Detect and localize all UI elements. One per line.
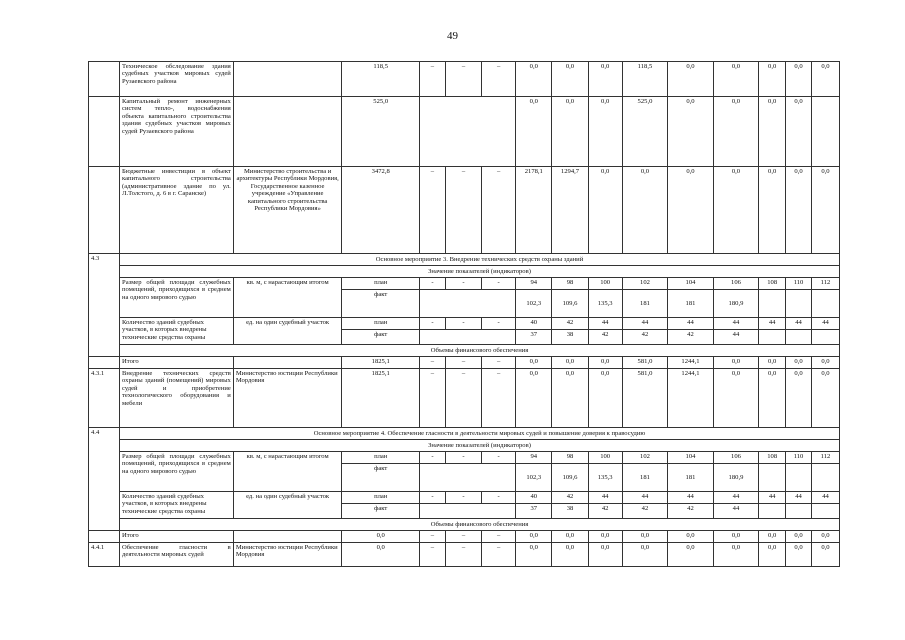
indicator-unit: кв. м, с нарастающим итогом xyxy=(233,452,342,492)
indicator-plan-row: Количество зданий судебных участков, в которых внедрены технические средства охраны ед. на один судебный участок план - - - 40 42 44 44 44 44 44 44 44 xyxy=(89,492,840,504)
section-number: 4.4 xyxy=(89,428,120,531)
total-row: Итого 0,0 – – – 0,0 0,0 0,0 0,0 0,0 0,0 0,0 0,0 0,0 xyxy=(89,531,840,543)
indicator-unit: ед. на один судебный участок xyxy=(233,318,342,345)
indicator-name: Размер общей площади служебных помещений, приходящихся в среднем на одного мирового судью xyxy=(120,452,234,492)
indicator-name: Размер общей площади служебных помещений, приходящихся в среднем на одного мирового судью xyxy=(120,278,234,318)
executor: Министерство строительства и архитектуры Республики Мордовия, Государственное казенное учреждение «Управление капитального строительства Республики Мордовия» xyxy=(233,167,342,254)
section-title: Основное мероприятие 4. Обеспечение гласности в деятельности мировых судей и повышение доверия к правосудию xyxy=(120,428,840,440)
section-number: 4.3.1 xyxy=(89,369,120,428)
table-row: 4.4.1 Обеспечение гласности в деятельности мировых судей Министерство юстиции Республики Мордовия 0,0 – – – 0,0 0,0 0,0 0,0 0,0 0,0 0,0 0,0 0,0 xyxy=(89,543,840,567)
indicator-unit: кв. м, с нарастающим итогом xyxy=(233,278,342,318)
measure-name: Капитальный ремонт инженерных систем тепло-, водоснабжения объекта капитального строительства здания судебных участков мировых судей Рузаевского района xyxy=(120,97,234,167)
indicator-fact-row: факт 37 38 42 42 42 44 xyxy=(89,504,840,519)
indicator-unit: ед. на один судебный участок xyxy=(233,492,342,519)
measure-name: Техническое обследование здания судебных участков мировых судей Рузаевского района xyxy=(120,62,234,97)
table-row: Бюджетные инвестиции в объект капитального строительства (административное здание по ул. Л.Толстого, д. 6 в г. Саранске) Министерство строительства и архитектуры Республики Мордовия, Государственное казенное учреждение «Управление капитального строительства Республики Мордовия» 3472,8 – – – 2178,1 1294,7 0,0 0,0 0,0 0,0 0,0 0,0 0,0 xyxy=(89,167,840,254)
section-title: Основное мероприятие 3. Внедрение технических средств охраны зданий xyxy=(120,254,840,266)
table-row: Капитальный ремонт инженерных систем тепло-, водоснабжения объекта капитального строительства здания судебных участков мировых судей Рузаевского района 525,0 0,0 0,0 0,0 525,0 0,0 0,0 0,0 0,0 xyxy=(89,97,840,167)
section-number: 4.4.1 xyxy=(89,543,120,567)
indicator-plan-row: Размер общей площади служебных помещений, приходящихся в среднем на одного мирового судью кв. м, с нарастающим итогом план - - - 94 98 100 102 104 106 108 110 112 xyxy=(89,452,840,464)
indicator-plan-row: Размер общей площади служебных помещений, приходящихся в среднем на одного мирового судью кв. м, с нарастающим итогом план - - - 94 98 100 102 104 106 108 110 112 xyxy=(89,278,840,290)
measure-name: Бюджетные инвестиции в объект капитального строительства (административное здание по ул. Л.Толстого, д. 6 в г. Саранске) xyxy=(120,167,234,254)
executor: Министерство юстиции Республики Мордовия xyxy=(233,543,342,567)
indicator-name: Количество зданий судебных участков, в которых внедрены технические средства охраны xyxy=(120,318,234,345)
table-row: 4.3.1 Внедрение технических средств охраны зданий (помещений) мировых судей и приобретение технологического оборудования и мебели Министерство юстиции Республики Мордовия 1825,1 – – – 0,0 0,0 0,0 581,0 1244,1 0,0 0,0 0,0 0,0 xyxy=(89,369,840,428)
financing-title: Объемы финансового обеспечения xyxy=(120,345,840,357)
measure-name: Внедрение технических средств охраны зданий (помещений) мировых судей и приобретение технологического оборудования и мебели xyxy=(120,369,234,428)
indicator-plan-row: Количество зданий судебных участков, в которых внедрены технические средства охраны ед. на один судебный участок план - - - 40 42 44 44 44 44 44 44 44 xyxy=(89,318,840,330)
indicator-fact-row: факт 102,3 109,6 135,3 181 181 180,9 xyxy=(89,464,840,492)
indicator-fact-row: факт 102,3 109,6 135,3 181 181 180,9 xyxy=(89,290,840,318)
executor: Министерство юстиции Республики Мордовия xyxy=(233,369,342,428)
section-header-row xyxy=(89,254,840,266)
financing-title: Объемы финансового обеспечения xyxy=(120,519,840,531)
indicator-name: Количество зданий судебных участков, в которых внедрены технические средства охраны xyxy=(120,492,234,519)
total-row: Итого 1825,1 – – – 0,0 0,0 0,0 581,0 1244,1 0,0 0,0 0,0 0,0 xyxy=(89,357,840,369)
table-row: Техническое обследование здания судебных участков мировых судей Рузаевского района 118,5 – – – 0,0 0,0 0,0 118,5 0,0 0,0 0,0 0,0 0,0 xyxy=(89,62,840,97)
section-header-row xyxy=(89,428,840,440)
measure-name: Обеспечение гласности в деятельности мировых судей xyxy=(120,543,234,567)
section-number: 4.3 xyxy=(89,254,120,357)
indicators-title: Значение показателей (индикаторов) xyxy=(120,266,840,278)
program-table xyxy=(88,61,840,567)
indicator-fact-row: факт 37 38 42 42 42 44 xyxy=(89,330,840,345)
indicators-title: Значение показателей (индикаторов) xyxy=(120,440,840,452)
page-number: 49 xyxy=(447,30,458,42)
